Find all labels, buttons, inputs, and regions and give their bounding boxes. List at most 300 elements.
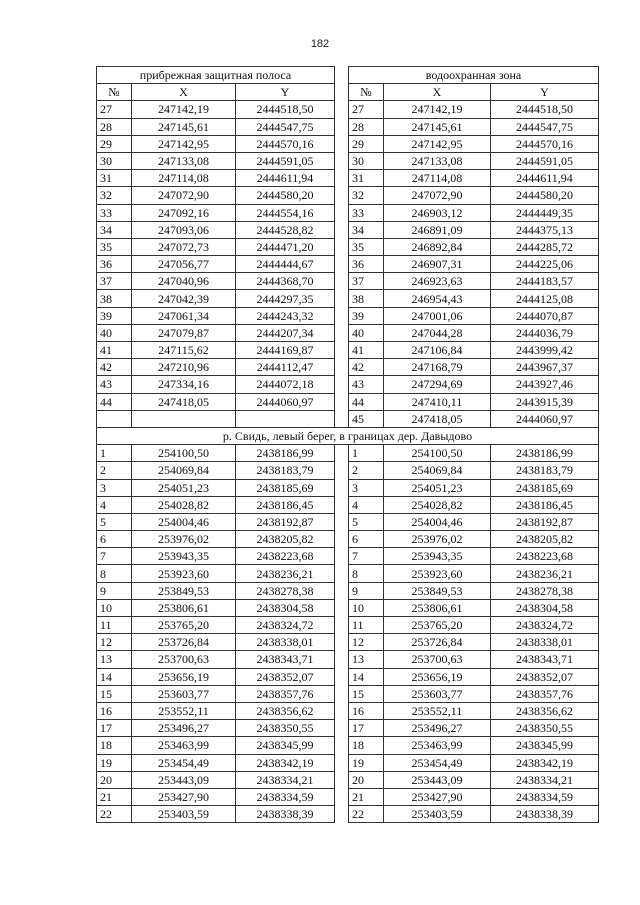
column-gap [335,84,349,101]
right-point-number: 14 [349,668,384,685]
left-point-number: 30 [97,152,132,169]
right-x-coordinate: 247133,08 [384,152,491,169]
left-y-coordinate: 2438356,62 [236,702,335,719]
right-y-coordinate: 2438357,76 [491,685,599,702]
table-row [97,170,599,187]
right-x-coordinate: 254100,50 [384,445,491,462]
right-y-coordinate: 2444036,79 [491,324,599,341]
left-point-number: 28 [97,118,132,135]
left-y-coordinate: 2438334,59 [236,788,335,805]
right-point-number: 22 [349,806,384,823]
left-y-coordinate: 2444243,32 [236,307,335,324]
left-x-coordinate [132,410,236,427]
left-y-coordinate: 2438338,39 [236,806,335,823]
column-gap [335,342,349,359]
right-point-number: 32 [349,187,384,204]
column-gap [335,170,349,187]
left-point-number: 29 [97,135,132,152]
right-y-coordinate: 2438324,72 [491,617,599,634]
left-point-number: 39 [97,307,132,324]
left-x-coordinate: 247093,06 [132,221,236,238]
left-y-coordinate: 2438334,21 [236,771,335,788]
left-point-number: 14 [97,668,132,685]
right-x-coordinate: 254069,84 [384,462,491,479]
right-y-coordinate: 2438186,99 [491,445,599,462]
right-point-number: 1 [349,445,384,462]
left-point-number: 9 [97,582,132,599]
left-y-coordinate: 2438352,07 [236,668,335,685]
right-x-coordinate: 253496,27 [384,720,491,737]
table-row [97,806,599,823]
table-row [97,685,599,702]
right-x-coordinate: 247410,11 [384,393,491,410]
right-point-number: 45 [349,410,384,427]
left-point-number: 13 [97,651,132,668]
right-y-coordinate: 2438304,58 [491,599,599,616]
right-point-number: 8 [349,565,384,582]
right-x-coordinate: 247168,79 [384,359,491,376]
left-point-number: 1 [97,445,132,462]
left-x-coordinate: 247072,73 [132,238,236,255]
left-y-coordinate: 2438342,19 [236,754,335,771]
left-y-coordinate [236,410,335,427]
right-x-coordinate: 253726,84 [384,634,491,651]
left-x-coordinate: 253943,35 [132,548,236,565]
left-y-coordinate: 2438205,82 [236,531,335,548]
right-y-coordinate: 2438236,21 [491,565,599,582]
right-y-coordinate: 2443915,39 [491,393,599,410]
column-gap [335,634,349,651]
coordinates-table-body [97,67,599,823]
right-point-number: 42 [349,359,384,376]
left-y-coordinate: 2438186,99 [236,445,335,462]
column-gap [335,702,349,719]
left-x-coordinate: 254051,23 [132,479,236,496]
table-row [97,118,599,135]
right-x-coordinate: 246954,43 [384,290,491,307]
left-y-coordinate: 2444570,16 [236,135,335,152]
right-y-coordinate: 2444060,97 [491,410,599,427]
table-row [97,273,599,290]
right-x-coordinate: 253849,53 [384,582,491,599]
table-row [97,720,599,737]
right-y-coordinate: 2438352,07 [491,668,599,685]
column-gap [335,101,349,118]
left-x-coordinate: 253443,09 [132,771,236,788]
table-row [97,290,599,307]
left-point-number: 33 [97,204,132,221]
left-y-coordinate: 2444072,18 [236,376,335,393]
right-point-number: 38 [349,290,384,307]
left-y-coordinate: 2444444,67 [236,256,335,273]
left-x-coordinate: 254004,46 [132,513,236,530]
table-row [97,651,599,668]
table-row [97,135,599,152]
left-point-number: 6 [97,531,132,548]
table-row [97,634,599,651]
left-y-coordinate: 2444060,97 [236,393,335,410]
table-row [97,599,599,616]
left-x-coordinate: 253496,27 [132,720,236,737]
column-gap [335,204,349,221]
column-gap [335,152,349,169]
right-y-coordinate: 2438338,39 [491,806,599,823]
right-point-number: 17 [349,720,384,737]
right-point-number: 39 [349,307,384,324]
left-point-number: 37 [97,273,132,290]
left-y-coordinate: 2444112,47 [236,359,335,376]
column-gap [335,771,349,788]
left-point-number: 20 [97,771,132,788]
left-point-number: 8 [97,565,132,582]
left-y-coordinate: 2438223,68 [236,548,335,565]
right-point-number: 43 [349,376,384,393]
table-row [97,307,599,324]
right-point-number: 13 [349,651,384,668]
right-x-coordinate: 254028,82 [384,496,491,513]
right-x-coordinate: 247114,08 [384,170,491,187]
right-y-coordinate: 2444580,20 [491,187,599,204]
column-gap [335,685,349,702]
column-gap [335,548,349,565]
left-x-coordinate: 253427,90 [132,788,236,805]
left-y-coordinate: 2444591,05 [236,152,335,169]
column-gap [335,531,349,548]
right-y-coordinate: 2438186,45 [491,496,599,513]
left-y-coordinate: 2444528,82 [236,221,335,238]
column-gap [335,238,349,255]
right-y-coordinate: 2444183,57 [491,273,599,290]
right-header-number: № [349,84,384,101]
column-gap [335,118,349,135]
right-point-number: 28 [349,118,384,135]
left-point-number: 19 [97,754,132,771]
right-x-coordinate: 253443,09 [384,771,491,788]
table-row [97,324,599,341]
left-y-coordinate: 2438324,72 [236,617,335,634]
right-x-coordinate: 253700,63 [384,651,491,668]
right-x-coordinate: 247072,90 [384,187,491,204]
left-x-coordinate: 247042,39 [132,290,236,307]
left-point-number: 40 [97,324,132,341]
right-x-coordinate: 246923,63 [384,273,491,290]
left-x-coordinate: 254028,82 [132,496,236,513]
right-point-number: 9 [349,582,384,599]
right-y-coordinate: 2443999,42 [491,342,599,359]
right-x-coordinate: 253454,49 [384,754,491,771]
right-x-coordinate: 247001,06 [384,307,491,324]
right-point-number: 36 [349,256,384,273]
right-y-coordinate: 2443927,46 [491,376,599,393]
left-point-number: 17 [97,720,132,737]
right-point-number: 41 [349,342,384,359]
left-point-number: 4 [97,496,132,513]
left-header-x: X [132,84,236,101]
right-y-coordinate: 2444375,13 [491,221,599,238]
left-point-number: 22 [97,806,132,823]
left-x-coordinate: 247056,77 [132,256,236,273]
left-y-coordinate: 2444207,34 [236,324,335,341]
right-y-coordinate: 2438345,99 [491,737,599,754]
right-x-coordinate: 247142,95 [384,135,491,152]
left-y-coordinate: 2438350,55 [236,720,335,737]
left-point-number: 18 [97,737,132,754]
right-y-coordinate: 2444449,35 [491,204,599,221]
right-x-coordinate: 253656,19 [384,668,491,685]
right-y-coordinate: 2438223,68 [491,548,599,565]
table-row [97,496,599,513]
left-x-coordinate: 247142,19 [132,101,236,118]
left-point-number: 21 [97,788,132,805]
right-y-coordinate: 2438278,38 [491,582,599,599]
right-x-coordinate: 247106,84 [384,342,491,359]
left-point-number: 32 [97,187,132,204]
left-y-coordinate: 2438236,21 [236,565,335,582]
left-header-number: № [97,84,132,101]
left-x-coordinate: 253849,53 [132,582,236,599]
right-header-x: X [384,84,491,101]
right-y-coordinate: 2444570,16 [491,135,599,152]
column-gap [335,273,349,290]
right-x-coordinate: 253403,59 [384,806,491,823]
right-x-coordinate: 247294,69 [384,376,491,393]
left-y-coordinate: 2438183,79 [236,462,335,479]
right-point-number: 2 [349,462,384,479]
right-x-coordinate: 247044,28 [384,324,491,341]
column-gap [335,445,349,462]
right-x-coordinate: 253806,61 [384,599,491,616]
left-x-coordinate: 253454,49 [132,754,236,771]
left-group-title: прибрежная защитная полоса [97,67,335,84]
right-point-number: 20 [349,771,384,788]
column-gap [335,788,349,805]
table-row [97,238,599,255]
left-x-coordinate: 253463,99 [132,737,236,754]
table-row [97,445,599,462]
right-y-coordinate: 2438183,79 [491,462,599,479]
right-point-number: 6 [349,531,384,548]
left-header-y: Y [236,84,335,101]
column-gap [335,754,349,771]
right-y-coordinate: 2444591,05 [491,152,599,169]
left-point-number: 12 [97,634,132,651]
table-row [97,582,599,599]
table-row [97,410,599,427]
right-x-coordinate: 246892,84 [384,238,491,255]
column-gap [335,307,349,324]
table-row [97,531,599,548]
left-x-coordinate: 254069,84 [132,462,236,479]
table-row [97,737,599,754]
right-point-number: 30 [349,152,384,169]
right-point-number: 16 [349,702,384,719]
left-y-coordinate: 2438185,69 [236,479,335,496]
right-x-coordinate: 254004,46 [384,513,491,530]
left-y-coordinate: 2444169,87 [236,342,335,359]
left-x-coordinate: 253806,61 [132,599,236,616]
column-gap [335,135,349,152]
column-gap [335,410,349,427]
right-point-number: 44 [349,393,384,410]
table-row [97,479,599,496]
right-x-coordinate: 246907,31 [384,256,491,273]
left-x-coordinate: 253700,63 [132,651,236,668]
left-x-coordinate: 247334,16 [132,376,236,393]
left-x-coordinate: 247115,62 [132,342,236,359]
right-point-number: 34 [349,221,384,238]
column-gap [335,393,349,410]
right-point-number: 21 [349,788,384,805]
left-point-number: 16 [97,702,132,719]
right-y-coordinate: 2444611,94 [491,170,599,187]
table-row [97,342,599,359]
right-point-number: 37 [349,273,384,290]
left-x-coordinate: 253552,11 [132,702,236,719]
column-gap [335,496,349,513]
column-gap [335,513,349,530]
left-x-coordinate: 247092,16 [132,204,236,221]
right-x-coordinate: 246903,12 [384,204,491,221]
right-point-number: 11 [349,617,384,634]
column-header-row [97,84,599,101]
left-x-coordinate: 247133,08 [132,152,236,169]
left-x-coordinate: 247040,96 [132,273,236,290]
right-y-coordinate: 2438342,19 [491,754,599,771]
left-x-coordinate: 253976,02 [132,531,236,548]
right-point-number: 10 [349,599,384,616]
right-point-number: 12 [349,634,384,651]
right-point-number: 15 [349,685,384,702]
left-y-coordinate: 2438304,58 [236,599,335,616]
table-row [97,393,599,410]
left-y-coordinate: 2444297,35 [236,290,335,307]
left-y-coordinate: 2438338,01 [236,634,335,651]
table-row [97,152,599,169]
left-y-coordinate: 2444580,20 [236,187,335,204]
right-x-coordinate: 254051,23 [384,479,491,496]
right-point-number: 4 [349,496,384,513]
right-y-coordinate: 2444285,72 [491,238,599,255]
left-x-coordinate: 247079,87 [132,324,236,341]
right-y-coordinate: 2438350,55 [491,720,599,737]
left-point-number: 38 [97,290,132,307]
left-x-coordinate: 253923,60 [132,565,236,582]
table-row [97,462,599,479]
left-y-coordinate: 2444368,70 [236,273,335,290]
right-x-coordinate: 253463,99 [384,737,491,754]
right-y-coordinate: 2438205,82 [491,531,599,548]
column-gap [335,221,349,238]
table-row [97,668,599,685]
right-point-number: 3 [349,479,384,496]
right-point-number: 19 [349,754,384,771]
table-row [97,359,599,376]
table-row [97,548,599,565]
column-gap [335,599,349,616]
left-point-number: 5 [97,513,132,530]
table-row [97,617,599,634]
right-y-coordinate: 2438334,59 [491,788,599,805]
left-x-coordinate: 247142,95 [132,135,236,152]
right-x-coordinate: 253427,90 [384,788,491,805]
left-point-number: 44 [97,393,132,410]
column-gap [335,376,349,393]
left-x-coordinate: 253603,77 [132,685,236,702]
table-row [97,788,599,805]
left-point-number: 31 [97,170,132,187]
left-y-coordinate: 2438345,99 [236,737,335,754]
right-y-coordinate: 2438334,21 [491,771,599,788]
left-x-coordinate: 247072,90 [132,187,236,204]
coordinates-table [96,66,599,823]
right-y-coordinate: 2438338,01 [491,634,599,651]
group-title-row [97,67,599,84]
right-group-title: водоохранная зона [349,67,599,84]
right-point-number: 29 [349,135,384,152]
right-y-coordinate: 2438343,71 [491,651,599,668]
left-point-number: 36 [97,256,132,273]
right-header-y: Y [491,84,599,101]
column-gap [335,582,349,599]
left-point-number: 41 [97,342,132,359]
column-gap [335,651,349,668]
column-gap [335,737,349,754]
right-y-coordinate: 2438192,87 [491,513,599,530]
left-x-coordinate: 253765,20 [132,617,236,634]
left-y-coordinate: 2438186,45 [236,496,335,513]
left-point-number: 11 [97,617,132,634]
right-x-coordinate: 253943,35 [384,548,491,565]
left-y-coordinate: 2438278,38 [236,582,335,599]
left-x-coordinate: 253656,19 [132,668,236,685]
right-y-coordinate: 2444070,87 [491,307,599,324]
right-x-coordinate: 253765,20 [384,617,491,634]
right-point-number: 31 [349,170,384,187]
left-y-coordinate: 2444471,20 [236,238,335,255]
table-row [97,187,599,204]
left-y-coordinate: 2438343,71 [236,651,335,668]
left-point-number: 35 [97,238,132,255]
left-x-coordinate: 247210,96 [132,359,236,376]
left-y-coordinate: 2444611,94 [236,170,335,187]
right-point-number: 7 [349,548,384,565]
right-point-number: 27 [349,101,384,118]
left-point-number: 10 [97,599,132,616]
column-gap [335,256,349,273]
right-point-number: 33 [349,204,384,221]
column-gap [335,479,349,496]
left-x-coordinate: 253726,84 [132,634,236,651]
table-row [97,101,599,118]
column-gap [335,359,349,376]
table-row [97,771,599,788]
right-point-number: 35 [349,238,384,255]
column-gap [335,806,349,823]
column-gap [335,67,349,84]
column-gap [335,290,349,307]
column-gap [335,668,349,685]
left-x-coordinate: 254100,50 [132,445,236,462]
right-x-coordinate: 246891,09 [384,221,491,238]
table-row [97,754,599,771]
section-title: р. Свидь, левый берег, в границах дер. Давыдово [97,427,599,444]
right-y-coordinate: 2438185,69 [491,479,599,496]
right-point-number: 5 [349,513,384,530]
table-row [97,702,599,719]
right-x-coordinate: 253603,77 [384,685,491,702]
right-x-coordinate: 247142,19 [384,101,491,118]
right-x-coordinate: 247145,61 [384,118,491,135]
